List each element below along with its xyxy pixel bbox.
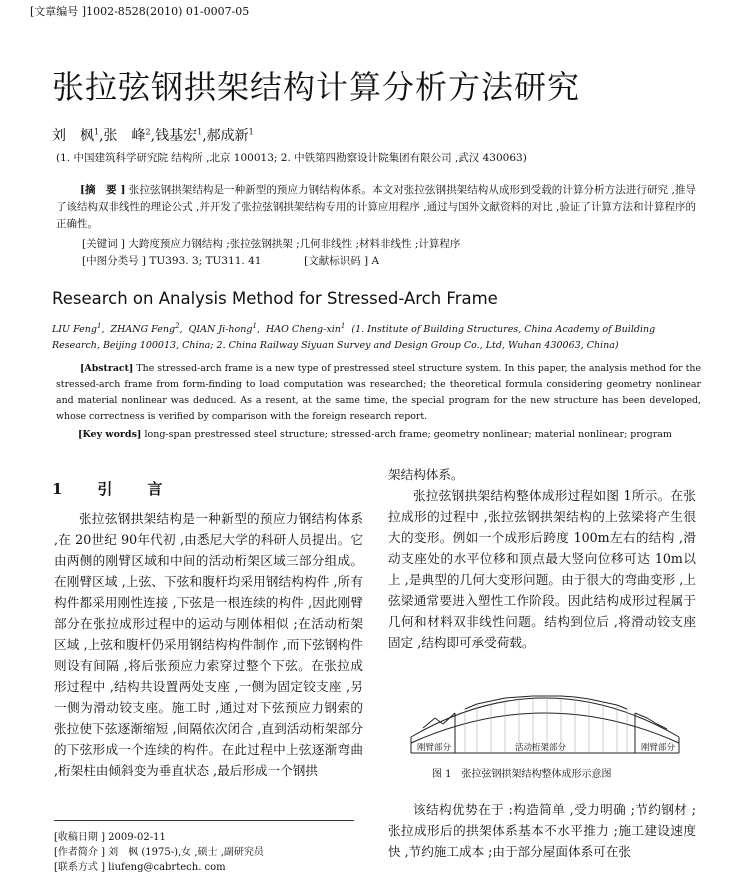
authors-cn: 刘 枫$^1$,张 峰$^2$,钱基宏$^1$,郝成新$^1$ — [52, 127, 254, 144]
footnote-label: [联系方式 ] — [54, 862, 105, 873]
author-affil-mark: 1 — [94, 127, 100, 137]
footnote-label: [收稿日期 ] — [54, 832, 105, 843]
footnote-text: 刘 枫 (1975-),女 ,硕士 ,副研究员 — [108, 847, 264, 858]
clc-code: TU393. 3; TU311. 41 — [149, 255, 262, 267]
body-paragraph-advantages: 该结构优势在于 :构造简单 ,受力明确 ;节约钢材 ;张拉成形后的拱架体系基本不水平推力 ;施工建设速度快 ,节约施工成本 ;由于部分屋面体系可在张 — [388, 802, 696, 859]
footnote-divider — [54, 820, 354, 821]
author-affil-mark: 1 — [96, 322, 102, 330]
abstract-cn-label: [摘 要 ] — [80, 184, 126, 196]
abstract-en — [56, 361, 701, 425]
author-name: 刘 枫 — [52, 128, 94, 144]
body-paragraph-continuation: 架结构体系。 — [388, 467, 464, 482]
classification-line — [82, 253, 379, 268]
body-paragraph-right: 张拉弦钢拱架结构整体成形过程如图 1所示。在张拉成形的过程中 ,张拉弦钢拱架结构的上弦梁将产生很大的变形。例如一个成形后跨度 100m左右的结构 ,滑动支座处的水平位移和顶点最大竖向位移可达 10m以上 ,是典型的几何大变形问题。由于很大的弯曲变形 ,上弦梁通常要进入塑性工作阶段。因此结构成形过程属于几何和材料双非线性问题。结构到位后 ,将滑动铰支座固定 ,结构即可承受荷载。 — [388, 488, 696, 650]
authors-en: LIU Feng$^1$, ZHANG Feng$^2$, QIAN Ji-hong$^1$, HAO Cheng-xin$^1$ (1. Institute of Building Structures, China Academy of Building Research, Beijing 100013, China; 2. China Railway Siyuan Survey and Design Group Co., Ltd, Wuhan 430063, China) — [52, 322, 656, 352]
doc-code-label: [文献标识码 ] — [304, 255, 369, 267]
keywords-cn-text: 大跨度预应力钢结构 ;张拉弦钢拱架 ;几何非线性 ;材料非线性 ;计算程序 — [128, 238, 461, 250]
keywords-cn — [82, 236, 460, 251]
author-name: 钱基宏 — [155, 128, 198, 144]
section-heading-introduction: 1 引 言 — [52, 480, 173, 498]
author-name: 张 峰 — [103, 128, 146, 144]
footnote-received — [54, 828, 166, 843]
figure-label-right-arm: 刚臂部分 — [641, 743, 676, 753]
footnote-author-bio — [54, 843, 264, 858]
author-affil-mark: 1 — [340, 322, 346, 330]
abstract-en-text: The stressed-arch frame is a new type of prestressed steel structure system. In this paper, the analysis method for the stressed-arch frame from form-finding to load computation was researched; the theoretical formula considering geometry nonlinear and material nonlinear was deduced. As a resent, at the same time, the special program for the new structure has been developed, whose correctness is verified by comparison with the foreign research report. — [56, 363, 701, 422]
keywords-en — [78, 429, 672, 440]
footnote-text: liufeng@cabrtech. com — [108, 862, 226, 873]
abstract-cn — [56, 182, 696, 233]
abstract-en-label: [Abstract] — [80, 363, 134, 374]
author-name-en: LIU Feng — [52, 324, 97, 336]
abstract-cn-text: 张拉弦钢拱架结构是一种新型的预应力钢结构体系。本文对张拉弦钢拱架结构从成形到受载的计算分析方法进行研究 ,推导了该结构双非线性的理论公式 ,并开发了张拉弦钢拱架结构专用的计算应用程序 ,通过与国外文献资料的对比 ,验证了计算方法和计算程序的正确性。 — [56, 184, 697, 230]
affiliation-en: (1. Institute of Building Structures, China Academy of Building Research, Beijing 100013, China; 2. China Railway Siyuan Survey and Design Group Co., Ltd, Wuhan 430063, China) — [52, 324, 656, 352]
author-affil-mark: 1 — [252, 322, 257, 330]
author-name: 郝成新 — [206, 128, 249, 144]
body-paragraph-left: 张拉弦钢拱架结构是一种新型的预应力钢结构体系 ,在 20世纪 90年代初 ,由悉尼大学的科研人员提出。它由两侧的刚臂区域和中间的活动桁架区域三部分组成。在刚臂区域 ,上弦、下弦和腹杆均采用钢结构构件 ,所有构件都采用刚性连接 ,下弦是一根连续的构件 ,因此刚臂部分在张拉成形过程中的运动与刚体相似 ;在活动桁架区域 ,上弦和腹杆仍采用钢结构构件制作 ,而下弦钢构件则设有间隔 ,将后张预应力索穿过整个下弦。在张拉成形过程中 ,结构共设置两处支座 ,一侧为固定铰支座 ,另一侧为滑动铰支座。施工时 ,通过对下弦预应力钢索的张拉使下弦逐渐缩短 ,间隔依次闭合 ,直到活动桁架部分的下弦形成一个连续的构件。在此过程中上弦逐渐弯曲 ,桁架柱由倾斜变为垂直状态 ,最后形成一个钢拱 — [54, 511, 363, 778]
keywords-en-label: [Key words] — [78, 429, 142, 440]
figure-label-middle: 活动桁架部分 — [515, 743, 567, 753]
author-affil-mark: 2 — [145, 127, 151, 137]
author-name-en: ZHANG Feng — [110, 324, 176, 336]
doc-code: A — [371, 255, 380, 267]
footnote-contact — [54, 858, 226, 873]
figure-label-left-arm: 刚臂部分 — [417, 743, 452, 753]
footnote-text: 2009-02-11 — [108, 832, 166, 843]
keywords-cn-label: [关键词 ] — [82, 238, 126, 250]
article-number: [文章编号 ]1002-8528(2010) 01-0007-05 — [30, 5, 250, 18]
paper-title-en: Research on Analysis Method for Stressed-Arch Frame — [52, 289, 498, 308]
author-name-en: HAO Cheng-xin — [265, 324, 341, 336]
clc-label: [中图分类号 ] — [82, 255, 147, 267]
figure-caption: 图 1 张拉弦钢拱架结构整体成形示意图 — [432, 769, 612, 780]
arch-top-chord — [411, 698, 679, 737]
affiliation-cn: (1. 中国建筑科学研究院 结构所 ,北京 100013; 2. 中铁第四勘察设计院集团有限公司 ,武汉 430063) — [56, 152, 527, 164]
paper-title-cn: 张拉弦钢拱架结构计算分析方法研究 — [52, 68, 581, 106]
author-affil-mark: 1 — [197, 127, 203, 137]
author-name-en: QIAN Ji-hong — [188, 324, 253, 336]
author-affil-mark: 2 — [175, 322, 180, 330]
figure-arch-diagram — [405, 677, 685, 759]
author-affil-mark: 1 — [248, 127, 254, 137]
keywords-en-text: long-span prestressed steel structure; stressed-arch frame; geometry nonlinear; material nonlinear; program — [144, 429, 672, 440]
footnote-label: [作者简介 ] — [54, 847, 105, 858]
